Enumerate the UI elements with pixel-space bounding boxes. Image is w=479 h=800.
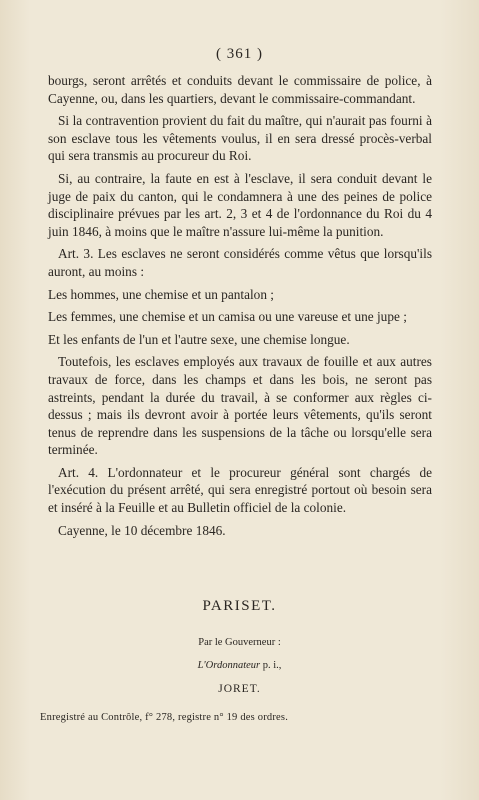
- registration-note: Enregistré au Contrôle, f° 278, registre n° 19 des ordres.: [40, 712, 289, 723]
- ordonnateur-line: [0, 660, 479, 671]
- paragraph: Et les enfants de l'un et l'autre sexe, une chemise longue.: [48, 331, 350, 347]
- par-le-gouverneur: Par le Gouverneur :: [198, 637, 281, 648]
- ordonnateur-suffix: p. i.,: [260, 660, 282, 671]
- article-3: Art. 3. Les esclaves ne seront considérés comme vêtus que lorsqu'ils auront, au moins :: [48, 246, 432, 279]
- paragraph: Toutefois, les esclaves employés aux travaux de fouille et aux autres travaux de force, dans les champs et dans les bois, ne seront pas astreints, pendant la durée du travail, à se conformer aux règles ci-dessus ; mais ils devront avoir à portée leurs vêtements, qu'ils seront tenus de reprendre dans les suspensions de la tâche ou lorsqu'elle sera terminée.: [48, 354, 432, 458]
- date-line: Cayenne, le 10 décembre 1846.: [58, 522, 226, 538]
- paragraph: Si la contravention provient du fait du maître, qui n'aurait pas fourni à son esclave tous les vêtements voulus, il en sera dressé procès-verbal qui sera transmis au procureur du Roi.: [48, 113, 432, 164]
- paragraph: Les hommes, une chemise et un pantalon ;: [48, 286, 274, 302]
- paragraph: bourgs, seront arrêtés et conduits devant le commissaire de police, à Cayenne, ou, dans les quartiers, devant le commissaire-commandant.: [48, 73, 432, 106]
- page-number: ( 361 ): [216, 46, 263, 62]
- paragraph: Si, au contraire, la faute en est à l'esclave, il sera conduit devant le juge de paix du canton, qui le condamnera à une des peines de police disciplinaire prévues par les art. 2, 3 et 4 de l'ordonnance du Roi du 4 juin 1846, à moins que le maître n'assure lui-même la punition.: [48, 170, 432, 239]
- paragraph: Les femmes, une chemise et un camisa ou une vareuse et une jupe ;: [48, 309, 407, 325]
- signature-joret: JORET.: [218, 683, 261, 695]
- signature-pariset: PARISET.: [202, 598, 277, 614]
- ordonnateur-label: L'Ordonnateur: [197, 660, 261, 671]
- document-body: [48, 72, 432, 544]
- article-4: Art. 4. L'ordonnateur et le procureur général sont chargés de l'exécution du présent arrêté, qui sera enregistré portout où besoin sera et inséré à la Feuille et au Bulletin officiel de la colonie.: [48, 464, 432, 516]
